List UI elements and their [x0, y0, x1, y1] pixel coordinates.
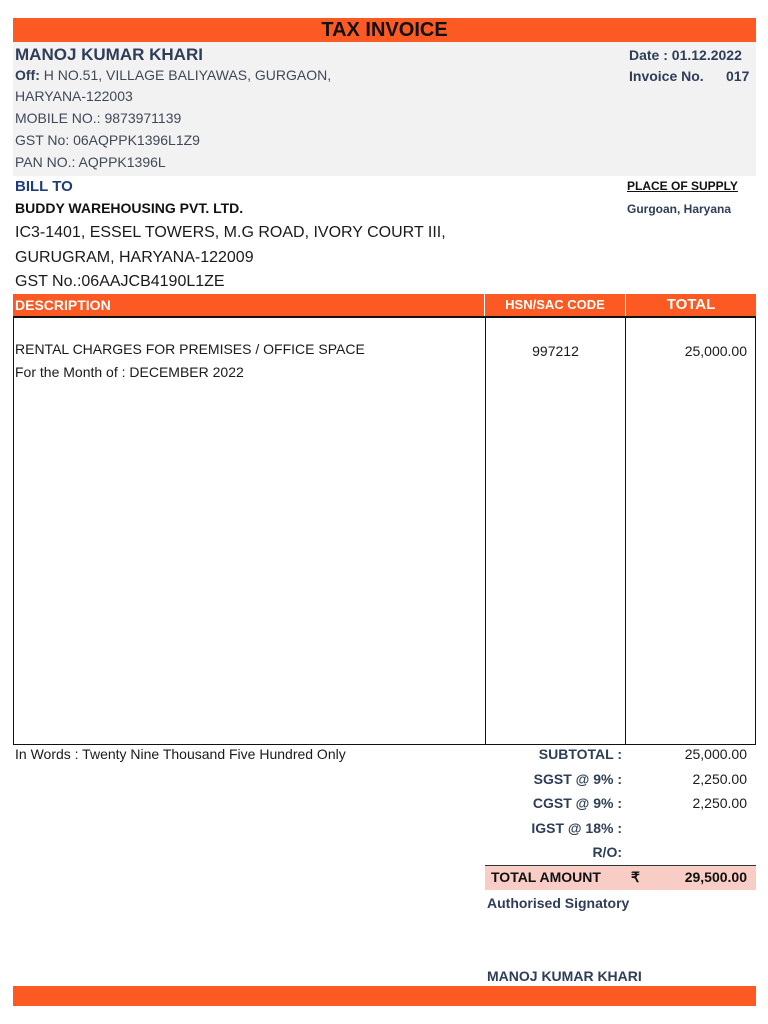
invoice-title: TAX INVOICE: [13, 18, 756, 42]
seller-gst: GST No: 06AQPPK1396L1Z9: [15, 132, 200, 148]
buyer-address-line2: GURUGRAM, HARYANA-122009: [15, 249, 254, 266]
invoice-date: Date : 01.12.2022: [629, 47, 742, 63]
seller-address-line2: HARYANA-122003: [15, 88, 133, 104]
buyer-gst: GST No.:06AAJCB4190L1ZE: [15, 273, 225, 290]
office-label: Off:: [15, 67, 40, 83]
seller-address-text: H NO.51, VILLAGE BALIYAWAS, GURGAON,: [43, 67, 332, 83]
buyer-name: BUDDY WAREHOUSING PVT. LTD.: [15, 200, 244, 216]
footer-bar: [13, 986, 756, 1006]
line-item-description: RENTAL CHARGES FOR PREMISES / OFFICE SPACE: [15, 341, 365, 357]
sgst-value: 2,250.00: [692, 771, 747, 787]
total-header: TOTAL: [666, 296, 716, 313]
place-of-supply-value: Gurgoan, Haryana: [627, 202, 732, 216]
subtotal-label: SUBTOTAL :: [538, 746, 622, 762]
sgst-label: SGST @ 9% :: [533, 771, 622, 787]
seller-address-line1: [15, 67, 331, 83]
line-item-total: 25,000.00: [684, 343, 747, 359]
invoice-number-label: Invoice No.: [629, 68, 704, 84]
cgst-label: CGST @ 9% :: [532, 795, 622, 811]
authorised-signatory-label: Authorised Signatory: [487, 895, 630, 911]
column-divider: [625, 318, 626, 744]
buyer-address-line1: IC3-1401, ESSEL TOWERS, M.G ROAD, IVORY COURT III,: [15, 224, 446, 241]
place-of-supply-label: PLACE OF SUPPLY: [627, 179, 738, 193]
seller-pan: PAN NO.: AQPPK1396L: [15, 154, 166, 170]
seller-name: MANOJ KUMAR KHARI: [15, 45, 203, 64]
line-item-hsn: 997212: [532, 343, 579, 359]
subtotal-value: 25,000.00: [684, 746, 747, 762]
total-amount-label: TOTAL AMOUNT: [491, 869, 601, 885]
total-amount-value: 29,500.00: [684, 869, 747, 885]
description-header: DESCRIPTION: [15, 297, 111, 313]
bill-to-heading: BILL TO: [15, 178, 73, 195]
invoice-number: 017: [726, 68, 750, 84]
igst-label: IGST @ 18% :: [531, 820, 622, 836]
column-divider: [485, 318, 486, 744]
currency-symbol: ₹: [631, 869, 640, 885]
line-item-period: For the Month of : DECEMBER 2022: [15, 364, 244, 380]
table-body: [13, 316, 756, 745]
table-header: [13, 294, 756, 316]
seller-mobile: MOBILE NO.: 9873971139: [15, 110, 182, 126]
amount-in-words: In Words : Twenty Nine Thousand Five Hundred Only: [15, 746, 346, 762]
hsn-header: HSN/SAC CODE: [505, 297, 605, 312]
cgst-value: 2,250.00: [692, 795, 747, 811]
round-off-label: R/O:: [592, 844, 622, 860]
total-amount-row: [485, 865, 756, 890]
signatory-name: MANOJ KUMAR KHARI: [487, 968, 642, 984]
